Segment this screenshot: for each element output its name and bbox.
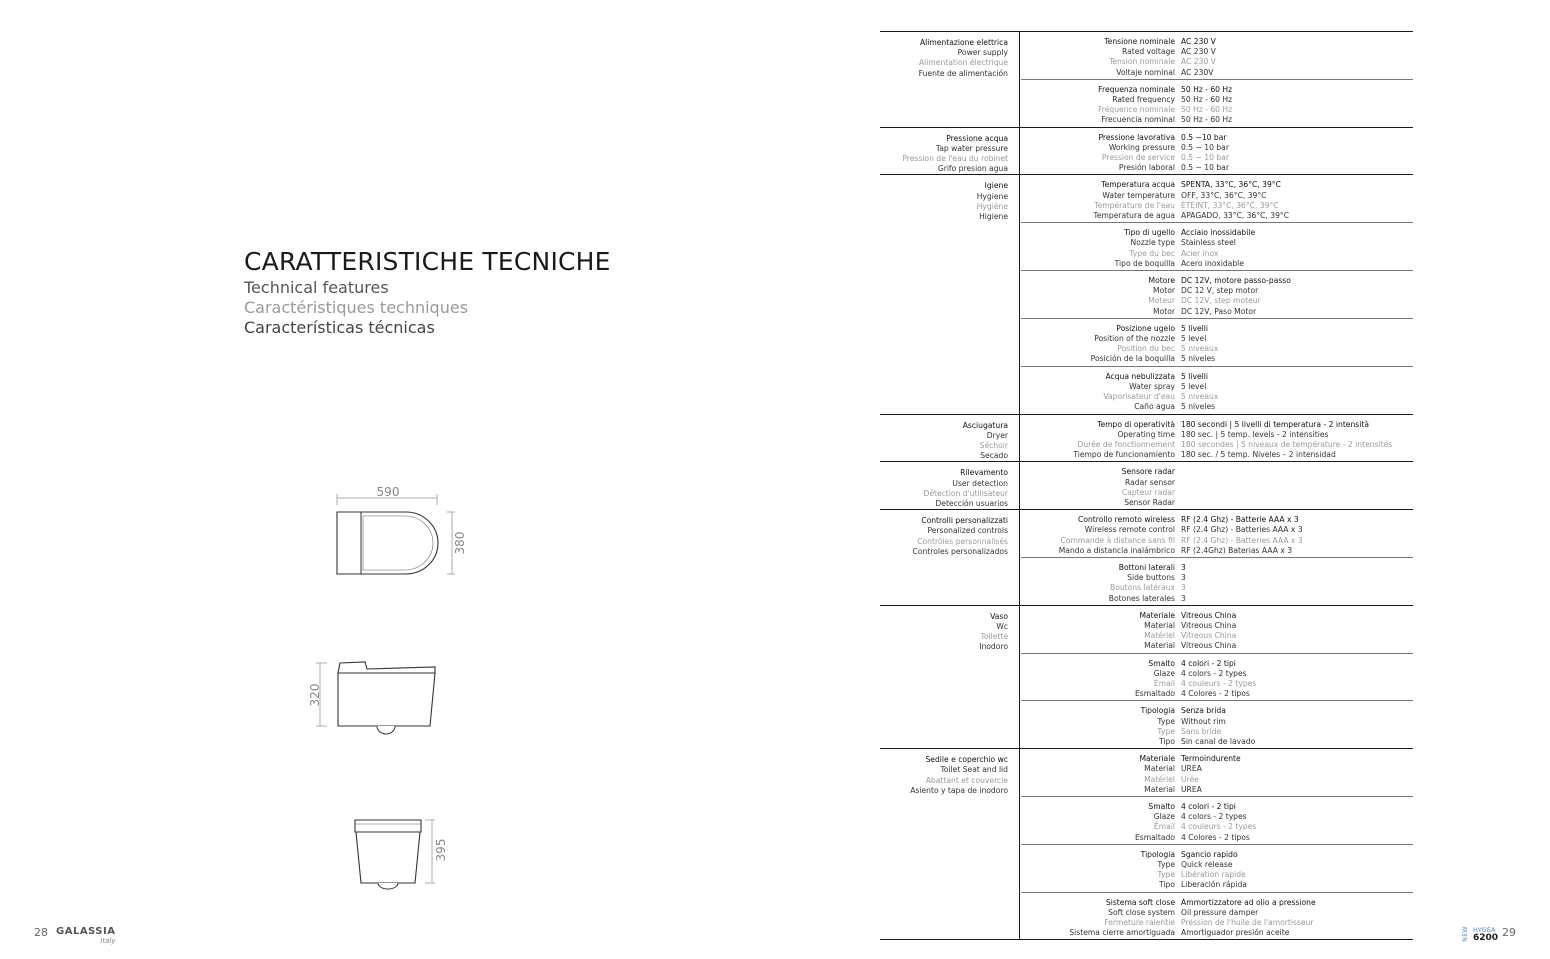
group-label-line: Sedile e coperchio wc <box>925 755 1008 765</box>
spec-row <box>1021 367 1413 414</box>
spec-keys <box>1021 37 1181 78</box>
spec-values <box>1181 563 1413 604</box>
spec-key: Sensore radar <box>1121 467 1175 477</box>
spec-key: Émail <box>1153 822 1175 832</box>
dimension-depth: 380 <box>453 531 467 555</box>
spec-key: Controllo remoto wireless <box>1078 515 1175 525</box>
column-divider <box>1019 128 1020 175</box>
spec-key: Capteur radar <box>1121 487 1175 497</box>
spec-value: AC 230 V <box>1181 47 1216 57</box>
spec-value: Vitreous China <box>1181 610 1237 620</box>
spec-key: Tiempo de funcionamiento <box>1073 450 1175 460</box>
spec-row <box>1021 271 1413 319</box>
spec-key: Radar sensor <box>1125 477 1175 487</box>
spec-key: Wireless remote control <box>1084 525 1175 535</box>
spec-keys <box>1021 420 1181 461</box>
group-label-line: Vaso <box>990 611 1008 621</box>
spec-row <box>1021 32 1413 80</box>
spec-value: 5 niveaux <box>1181 344 1219 354</box>
spec-key: Materiale <box>1139 610 1175 620</box>
spec-properties <box>1021 510 1413 605</box>
group-label-line: Hygiene <box>976 191 1008 201</box>
spec-key: Position of the nozzle <box>1094 334 1175 344</box>
spec-key: Materiale <box>1139 754 1175 764</box>
spec-key: Matériel <box>1144 774 1175 784</box>
spec-values <box>1181 276 1413 317</box>
spec-value <box>1181 467 1413 477</box>
column-divider <box>1019 32 1020 127</box>
spec-keys <box>1021 180 1181 221</box>
spec-key: Bottoni laterali <box>1118 562 1175 572</box>
spec-values <box>1181 180 1413 221</box>
spec-key: Pressione lavorativa <box>1098 132 1175 142</box>
group-label-line: Détection d'utilisateur <box>923 488 1008 498</box>
spec-value: 5 level <box>1181 334 1207 344</box>
column-divider <box>1019 415 1020 462</box>
spec-key: Matériel <box>1144 631 1175 641</box>
column-divider <box>1019 606 1020 748</box>
spec-value: Vitreous China <box>1181 620 1237 630</box>
spec-key: Pression de service <box>1101 153 1175 163</box>
spec-properties <box>1021 175 1413 413</box>
spec-key: Commande à distance sans fil <box>1060 535 1175 545</box>
spec-row <box>1021 510 1413 558</box>
spec-values <box>1181 802 1413 843</box>
page-number-left: 28 <box>34 926 48 939</box>
spec-values <box>1181 611 1413 652</box>
group-label-line: Igiene <box>984 181 1008 191</box>
spec-row <box>1021 128 1413 175</box>
spec-key: Caño agua <box>1134 402 1175 412</box>
heading-spanish: Características técnicas <box>244 318 435 337</box>
spec-key: Sensor Radar <box>1124 497 1175 507</box>
spec-values <box>1181 706 1413 747</box>
spec-keys <box>1021 515 1181 556</box>
spec-value: 4 colori - 2 tipi <box>1181 658 1236 668</box>
spec-group <box>880 606 1413 749</box>
group-label-line: Grifo presion agua <box>937 164 1008 174</box>
spec-keys <box>1021 85 1181 126</box>
spec-key: Mando a distancia inalámbrico <box>1058 545 1175 555</box>
spec-values <box>1181 324 1413 365</box>
spec-key: Posizione ugelo <box>1116 323 1175 333</box>
spec-keys <box>1021 372 1181 413</box>
spec-value: 4 Colores - 2 tipos <box>1181 689 1250 699</box>
group-label-line: Controles personalizados <box>912 546 1008 556</box>
dimension-front-height: 395 <box>434 838 448 862</box>
spec-keys <box>1021 802 1181 843</box>
spec-properties <box>1021 606 1413 748</box>
spec-key: Sistema cierre amortiguada <box>1069 928 1175 938</box>
group-label-line: Detección usuarios <box>935 498 1008 508</box>
spec-value: RF (2.4Ghz) Baterias AAA x 3 <box>1181 545 1293 555</box>
spec-value: Quick release <box>1181 860 1233 870</box>
spec-values <box>1181 37 1413 78</box>
spec-row <box>1021 558 1413 605</box>
spec-group <box>880 175 1413 414</box>
spec-row <box>1021 462 1413 509</box>
spec-key: Rated frequency <box>1112 95 1175 105</box>
spec-group-label <box>880 510 1008 557</box>
group-label-line: Contrôles personnalisés <box>917 536 1008 546</box>
group-label-line: Wc <box>996 621 1008 631</box>
spec-value: AC 230 V <box>1181 57 1216 67</box>
spec-key: Émail <box>1153 678 1175 688</box>
spec-value: Sans bride <box>1181 726 1222 736</box>
spec-group <box>880 462 1413 510</box>
section-heading <box>244 246 611 338</box>
page-number-right: 29 <box>1502 926 1516 939</box>
group-label-line: Pression de l'eau du robinet <box>902 154 1008 164</box>
product-logo-model: 6200 <box>1472 933 1498 943</box>
spec-value: 180 sec. / 5 temp. Niveles – 2 intensidad <box>1181 450 1336 460</box>
spec-value: APAGADO, 33°C, 36°C, 39°C <box>1181 211 1290 221</box>
heading-french: Caractéristiques techniques <box>244 298 469 317</box>
spec-key: Botones laterales <box>1108 593 1175 603</box>
spec-group <box>880 32 1413 128</box>
spec-key: Esmaltado <box>1134 832 1175 842</box>
spec-key: Type <box>1157 726 1175 736</box>
spec-value: 5 niveaux <box>1181 392 1219 402</box>
spec-key: Motor <box>1153 286 1175 296</box>
group-label-line: Controlli personalizzati <box>921 516 1008 526</box>
spec-value: Pression de l'huile de l'amortisseur <box>1181 918 1314 928</box>
spec-value: AC 230 V <box>1181 37 1216 46</box>
group-label-line: Secado <box>980 451 1008 461</box>
spec-key: Frequenza nominale <box>1098 84 1175 94</box>
spec-value: Acciaio inossidabile <box>1181 228 1256 238</box>
spec-group <box>880 128 1413 176</box>
column-divider <box>1019 462 1020 509</box>
spec-value: Stainless steel <box>1181 238 1236 248</box>
spec-keys <box>1021 706 1181 747</box>
spec-group-label <box>880 749 1008 796</box>
spec-value: 0.5 ~ 10 bar <box>1181 142 1229 152</box>
group-label-line: Alimentazione elettrica <box>919 38 1008 47</box>
spec-group-label <box>880 462 1008 509</box>
spec-key: Tempo di operatività <box>1097 419 1175 429</box>
spec-key: Soft close system <box>1108 907 1175 917</box>
spec-key: Operating time <box>1117 429 1175 439</box>
spec-value: SPENTA, 33°C, 36°C, 39°C <box>1181 180 1281 190</box>
spec-row <box>1021 749 1413 797</box>
spec-values <box>1181 850 1413 891</box>
spec-key: Sistema soft close <box>1105 897 1175 907</box>
spec-group <box>880 415 1413 463</box>
spec-value: Libération rapide <box>1181 870 1246 880</box>
dimension-width: 590 <box>376 485 400 499</box>
spec-row <box>1021 319 1413 367</box>
spec-value: 3 <box>1181 573 1186 583</box>
spec-keys <box>1021 611 1181 652</box>
brand-logo <box>56 926 115 945</box>
spec-properties <box>1021 415 1413 462</box>
spec-value <box>1181 498 1413 508</box>
spec-key: Smalto <box>1148 658 1175 668</box>
spec-value: Without rim <box>1181 716 1226 726</box>
spec-value: Senza brida <box>1181 706 1226 716</box>
spec-key: Motor <box>1153 306 1175 316</box>
spec-key: Tension nominale <box>1109 57 1175 67</box>
spec-key: Glaze <box>1153 812 1175 822</box>
spec-key: Durée de fonctionnement <box>1077 439 1175 449</box>
spec-key: Température de l'eau <box>1094 200 1175 210</box>
group-label-line: Pressione acqua <box>946 133 1008 143</box>
spec-row <box>1021 415 1413 462</box>
spec-value: 0.5 ~ 10 bar <box>1181 153 1229 163</box>
spec-value: RF (2.4 Ghz) - Batteries AAA x 3 <box>1181 525 1303 535</box>
group-label-line: Fuente de alimentación <box>918 68 1008 78</box>
spec-values <box>1181 754 1413 795</box>
spec-key: Tipo de boquilla <box>1114 258 1175 268</box>
spec-values <box>1181 515 1413 556</box>
spec-key: Acqua nebulizzata <box>1105 371 1175 381</box>
spec-key: Nozzle type <box>1130 238 1175 248</box>
spec-row <box>1021 175 1413 223</box>
spec-key: Boutons latéraux <box>1110 583 1175 593</box>
spec-group-label <box>880 415 1008 462</box>
spec-keys <box>1021 898 1181 939</box>
spec-values <box>1181 85 1413 126</box>
spec-value: 0.5 ~ 10 bar <box>1181 163 1229 173</box>
spec-row <box>1021 893 1413 940</box>
spec-key: Tipo di ugello <box>1124 228 1175 238</box>
spec-key: Smalto <box>1148 802 1175 811</box>
heading-english: Technical features <box>244 278 389 297</box>
spec-key: Moteur <box>1148 296 1175 306</box>
spec-value <box>1181 478 1413 488</box>
spec-value: Termoindurente <box>1181 754 1241 764</box>
spec-key: Material <box>1144 784 1175 794</box>
spec-key: Fermeture ralentie <box>1104 918 1175 928</box>
spec-value: 5 level <box>1181 381 1207 391</box>
group-label-line: Hygiène <box>976 201 1008 211</box>
spec-group-label <box>880 32 1008 79</box>
spec-keys <box>1021 276 1181 317</box>
spec-value: Sin canal de lavado <box>1181 736 1256 746</box>
spec-value: AC 230V <box>1181 67 1214 77</box>
spec-value: Vitreous China <box>1181 641 1237 651</box>
spec-values <box>1181 659 1413 700</box>
spec-key: Frecuencia nominal <box>1101 115 1175 125</box>
spec-values <box>1181 372 1413 413</box>
spec-value: 3 <box>1181 562 1186 572</box>
spec-value: Acier inox <box>1181 248 1219 258</box>
spec-key: Type <box>1157 716 1175 726</box>
spec-value: DC 12V, Paso Motor <box>1181 306 1257 316</box>
brand-name: GALASSIA <box>56 926 116 937</box>
spec-keys <box>1021 563 1181 604</box>
spec-row <box>1021 654 1413 702</box>
spec-value: Urée <box>1181 774 1199 784</box>
spec-key: Water spray <box>1129 381 1175 391</box>
group-label-line: Asciugatura <box>962 420 1008 430</box>
group-label-line: Abattant et couvercle <box>925 775 1008 785</box>
spec-group-label <box>880 128 1008 175</box>
spec-value: 4 couleurs - 2 types <box>1181 678 1257 688</box>
spec-key: Tipo <box>1159 736 1175 746</box>
spec-value: 180 secondi | 5 livelli di temperatura - 2 intensità <box>1181 419 1369 429</box>
spec-value: UREA <box>1181 764 1202 774</box>
group-label-line: Toilet Seat and lid <box>940 765 1008 775</box>
spec-key: Glaze <box>1153 668 1175 678</box>
spec-value: 4 colors - 2 types <box>1181 668 1247 678</box>
spec-value: 4 Colores - 2 tipos <box>1181 832 1250 842</box>
group-label-line: User detection <box>952 478 1008 488</box>
spec-row <box>1021 606 1413 654</box>
spec-keys <box>1021 133 1181 174</box>
spec-key: Fréquence nominale <box>1097 105 1175 115</box>
spec-key: Tipo <box>1159 880 1175 890</box>
spec-key: Posición de la boquilla <box>1090 354 1175 364</box>
spec-key: Tipologia <box>1140 849 1175 859</box>
spec-value: ÉTEINT, 33°C, 36°C, 39°C <box>1181 200 1279 210</box>
spec-value: 4 colors - 2 types <box>1181 812 1247 822</box>
spec-group-label <box>880 175 1008 222</box>
spec-values <box>1181 133 1413 174</box>
column-divider <box>1019 749 1020 939</box>
group-label-line: Tap water pressure <box>935 143 1008 153</box>
spec-keys <box>1021 324 1181 365</box>
spec-key: Water temperature <box>1102 190 1175 200</box>
spec-key: Rated voltage <box>1121 47 1175 57</box>
spec-key: Vaporisateur d'eau <box>1103 392 1175 402</box>
spec-row <box>1021 797 1413 845</box>
spec-keys <box>1021 754 1181 795</box>
spec-value: DC 12 V, step motor <box>1181 286 1259 296</box>
spec-value: 50 Hz - 60 Hz <box>1181 95 1233 105</box>
top-view-drawing <box>325 483 475 583</box>
front-view-drawing <box>345 810 465 900</box>
spec-value: 3 <box>1181 593 1186 603</box>
spec-value: 50 Hz - 60 Hz <box>1181 115 1233 125</box>
footer-right <box>1462 926 1516 942</box>
spec-value: Sgancio rapido <box>1181 849 1238 859</box>
spec-value: 180 secondes | 5 niveaux de température - 2 intensités <box>1181 439 1393 449</box>
group-label-line: Inodoro <box>979 642 1008 652</box>
spec-values <box>1181 898 1413 939</box>
spec-value: DC 12V, motore passo-passo <box>1181 276 1291 286</box>
column-divider <box>1019 175 1020 413</box>
spec-keys <box>1021 850 1181 891</box>
group-label-line: Alimentation électrique <box>918 58 1008 68</box>
spec-row <box>1021 845 1413 893</box>
group-label-line: Séchoir <box>979 440 1008 450</box>
spec-key: Temperatura acqua <box>1101 180 1175 190</box>
spec-key: Voltaje nominal <box>1116 67 1175 77</box>
column-divider <box>1019 510 1020 605</box>
heading-italian: CARATTERISTICHE TECNICHE <box>244 247 611 276</box>
spec-properties <box>1021 128 1413 175</box>
group-label-line: Personalized controls <box>927 526 1008 536</box>
product-logo-hygea: HYGEA <box>1472 926 1496 934</box>
spec-value: 3 <box>1181 583 1186 593</box>
spec-row <box>1021 701 1413 748</box>
spec-keys <box>1021 228 1181 269</box>
spec-row <box>1021 80 1413 127</box>
spec-value: UREA <box>1181 784 1202 794</box>
spec-value: RF (2.4 Ghz) - Batteries AAA x 3 <box>1181 535 1303 545</box>
spec-group-label <box>880 606 1008 653</box>
spec-key: Tensione nominale <box>1104 37 1175 46</box>
footer-left <box>34 926 115 945</box>
group-label-line: Dryer <box>986 430 1008 440</box>
spec-value: 4 colori - 2 tipi <box>1181 802 1236 811</box>
spec-value: Oil pressure damper <box>1181 907 1259 917</box>
spec-key: Material <box>1144 641 1175 651</box>
spec-group <box>880 749 1413 940</box>
spec-values <box>1181 420 1413 461</box>
spec-key: Presión laboral <box>1118 163 1175 173</box>
spec-key: Material <box>1144 764 1175 774</box>
spec-value: 5 niveles <box>1181 402 1216 412</box>
spec-key: Motore <box>1148 276 1175 286</box>
spec-value <box>1181 488 1413 498</box>
spec-key: Side buttons <box>1127 573 1175 583</box>
spec-value: 5 niveles <box>1181 354 1216 364</box>
spec-key: Esmaltado <box>1134 689 1175 699</box>
spec-properties <box>1021 462 1413 509</box>
spec-table <box>880 31 1413 940</box>
spec-value: OFF, 33°C, 36°C, 39°C <box>1181 190 1267 200</box>
spec-value: 5 livelli <box>1181 323 1208 333</box>
spec-value: RF (2.4 Ghz) - Batterie AAA x 3 <box>1181 515 1299 525</box>
brand-subtitle: Italy <box>100 937 116 945</box>
product-logo-new: NEW <box>1461 926 1469 942</box>
spec-key: Temperatura de agua <box>1093 211 1175 221</box>
spec-value: Amortiguador presión aceite <box>1181 928 1290 938</box>
spec-value: Liberación rápida <box>1181 880 1247 890</box>
spec-value: 4 couleurs - 2 types <box>1181 822 1257 832</box>
spec-key: Tipologia <box>1140 706 1175 716</box>
spec-value: 5 livelli <box>1181 371 1208 381</box>
spec-values <box>1181 467 1413 508</box>
group-label-line: Power supply <box>957 48 1008 58</box>
spec-value: DC 12V, step moteur <box>1181 296 1261 306</box>
spec-value: 0.5 ~10 bar <box>1181 132 1227 142</box>
spec-keys <box>1021 467 1181 508</box>
spec-properties <box>1021 749 1413 939</box>
dimension-height: 320 <box>308 683 322 707</box>
spec-values <box>1181 228 1413 269</box>
spec-value: 50 Hz - 60 Hz <box>1181 84 1233 94</box>
spec-key: Material <box>1144 620 1175 630</box>
spec-key: Type <box>1157 860 1175 870</box>
spec-value: 180 sec. | 5 temp. levels - 2 intensities <box>1181 429 1329 439</box>
side-view-drawing <box>305 655 455 745</box>
product-logo <box>1473 926 1498 942</box>
spec-value: Acero inoxidable <box>1181 258 1244 268</box>
spec-group <box>880 510 1413 606</box>
spec-key: Type <box>1157 870 1175 880</box>
group-label-line: Toilette <box>980 632 1008 642</box>
spec-value: Ammortizzatore ad olio a pressione <box>1181 897 1316 907</box>
spec-key: Type du bec <box>1129 248 1175 258</box>
group-label-line: Higiene <box>979 212 1008 222</box>
spec-value: 50 Hz - 60 Hz <box>1181 105 1233 115</box>
spec-row <box>1021 223 1413 271</box>
spec-key: Working pressure <box>1108 142 1175 152</box>
spec-value: Vitreous China <box>1181 631 1237 641</box>
group-label-line: Rilevamento <box>960 468 1008 478</box>
spec-key: Position du bec <box>1117 344 1175 354</box>
group-label-line: Asiento y tapa de inodoro <box>910 785 1008 795</box>
spec-properties <box>1021 32 1413 127</box>
spec-keys <box>1021 659 1181 700</box>
